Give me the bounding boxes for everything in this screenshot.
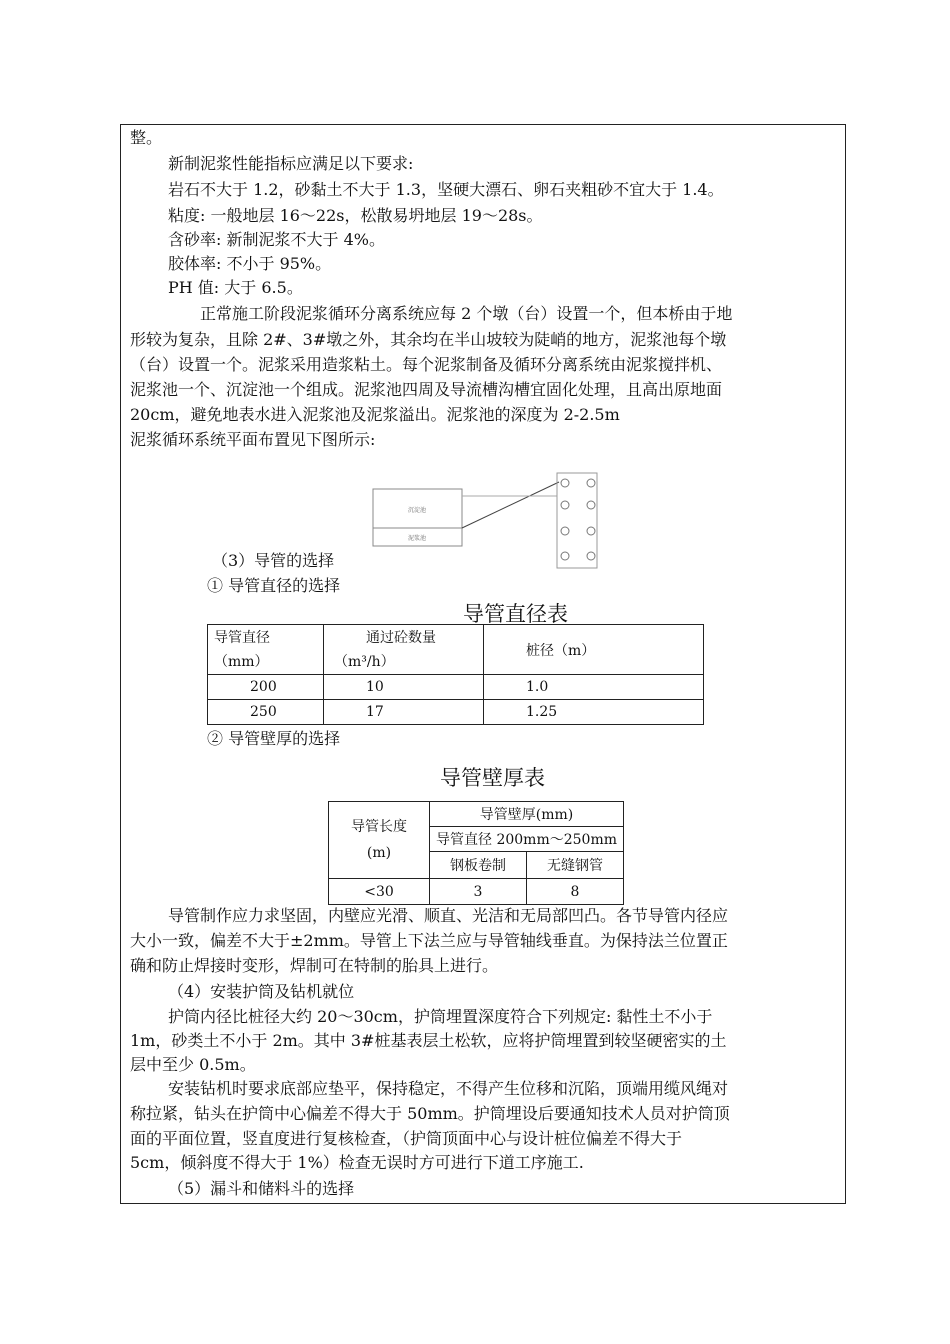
mud-system-diagram — [365, 468, 615, 573]
table-cell: 10 — [324, 675, 484, 700]
table-header: 导管直径 （mm） — [208, 625, 324, 675]
table-row — [329, 879, 624, 905]
text-line: 整。 — [130, 128, 163, 147]
text-line: 层中至少 0.5m。 — [130, 1055, 256, 1074]
text-line: （台）设置一个。泥浆采用造浆粘土。每个泥浆制备及循环分离系统由泥浆搅拌机、 — [130, 355, 723, 374]
text-line: 泥浆池一个、沉淀池一个组成。泥浆池四周及导流槽沟槽宜固化处理，且高出原地面 — [130, 380, 723, 399]
pipe-thickness-table — [328, 801, 624, 905]
table-header: 导管壁厚(mm) — [430, 802, 624, 827]
table-cell: 200 — [208, 675, 324, 700]
table-header: 钢板卷制 — [430, 852, 527, 879]
text-line: 5cm，倾斜度不得大于 1%）检查无误时方可进行下道工序施工. — [130, 1153, 584, 1172]
text-line: 护筒内径比桩径大约 20～30cm，护筒埋置深度符合下列规定: 黏性土不小于 — [168, 1007, 713, 1026]
table-cell: <30 — [329, 879, 430, 905]
text-line: 正常施工阶段泥浆循环分离系统应每 2 个墩（台）设置一个，但本桥由于地 — [200, 304, 733, 323]
section-heading: （5）漏斗和储料斗的选择 — [168, 1179, 355, 1198]
pipe-diameter-table — [207, 624, 704, 725]
text-line: 称拉紧，钻头在护筒中心偏差不得大于 50mm。护筒埋设后要通知技术人员对护筒顶 — [130, 1104, 730, 1123]
text-line: 泥浆循环系统平面布置见下图所示: — [130, 430, 376, 449]
text-line: 形较为复杂，且除 2#、3#墩之外，其余均在半山坡较为陡峭的地方，泥浆池每个墩 — [130, 330, 727, 349]
table-caption: 导管直径表 — [463, 602, 568, 626]
table-header: 桩径（m） — [484, 625, 704, 675]
text-line: 大小一致，偏差不大于±2mm。导管上下法兰应与导管轴线垂直。为保持法兰位置正 — [130, 931, 728, 950]
table-cell: 250 — [208, 700, 324, 725]
section-heading: （3）导管的选择 — [212, 551, 335, 570]
subheading: ② 导管壁厚的选择 — [207, 729, 341, 748]
text-line: 含砂率: 新制泥浆不大于 4%。 — [168, 230, 385, 249]
text-line: PH 值: 大于 6.5。 — [168, 278, 303, 297]
text-line: 面的平面位置，竖直度进行复核检查，（护筒顶面中心与设计桩位偏差不得大于 — [130, 1129, 683, 1148]
text-line: 20cm，避免地表水进入泥浆池及泥浆溢出。泥浆池的深度为 2-2.5m — [130, 405, 620, 424]
text-line: 导管制作应力求坚固，内壁应光滑、顺直、光洁和无局部凹凸。各节导管内径应 — [168, 906, 729, 925]
table-header: 通过砼数量 （m³/h） — [324, 625, 484, 675]
text-line: 胶体率: 不小于 95%。 — [168, 254, 332, 273]
table-row — [208, 675, 704, 700]
table-header: 无缝钢管 — [527, 852, 624, 879]
pool-label-bottom: 泥浆池 — [407, 535, 427, 542]
table-row — [208, 700, 704, 725]
text-line: 粘度: 一般地层 16～22s，松散易坍地层 19～28s。 — [168, 206, 543, 225]
table-cell: 1.25 — [484, 700, 704, 725]
text-line: 确和防止焊接时变形，焊制可在特制的胎具上进行。 — [130, 956, 499, 975]
table-cell: 17 — [324, 700, 484, 725]
table-header: 导管长度 (m) — [329, 802, 430, 879]
text-line: 岩石不大于 1.2，砂黏土不大于 1.3，坚硬大漂石、卵石夹粗砂不宜大于 1.4。 — [168, 180, 724, 199]
text-line: 1m，砂类土不小于 2m。其中 3#桩基表层土松软，应将护筒埋置到较坚硬密实的土 — [130, 1031, 727, 1050]
table-caption: 导管壁厚表 — [440, 766, 545, 790]
table-cell: 3 — [430, 879, 527, 905]
table-cell: 1.0 — [484, 675, 704, 700]
table-cell: 8 — [527, 879, 624, 905]
subheading: ① 导管直径的选择 — [207, 576, 341, 595]
text-line: 新制泥浆性能指标应满足以下要求: — [168, 154, 414, 173]
pool-label-top: 沉淀池 — [407, 507, 427, 514]
text-line: 安装钻机时要求底部应垫平，保持稳定，不得产生位移和沉陷，顶端用缆风绳对 — [168, 1079, 729, 1098]
section-heading: （4）安装护筒及钻机就位 — [168, 982, 355, 1001]
table-header: 导管直径 200mm～250mm — [430, 827, 624, 852]
